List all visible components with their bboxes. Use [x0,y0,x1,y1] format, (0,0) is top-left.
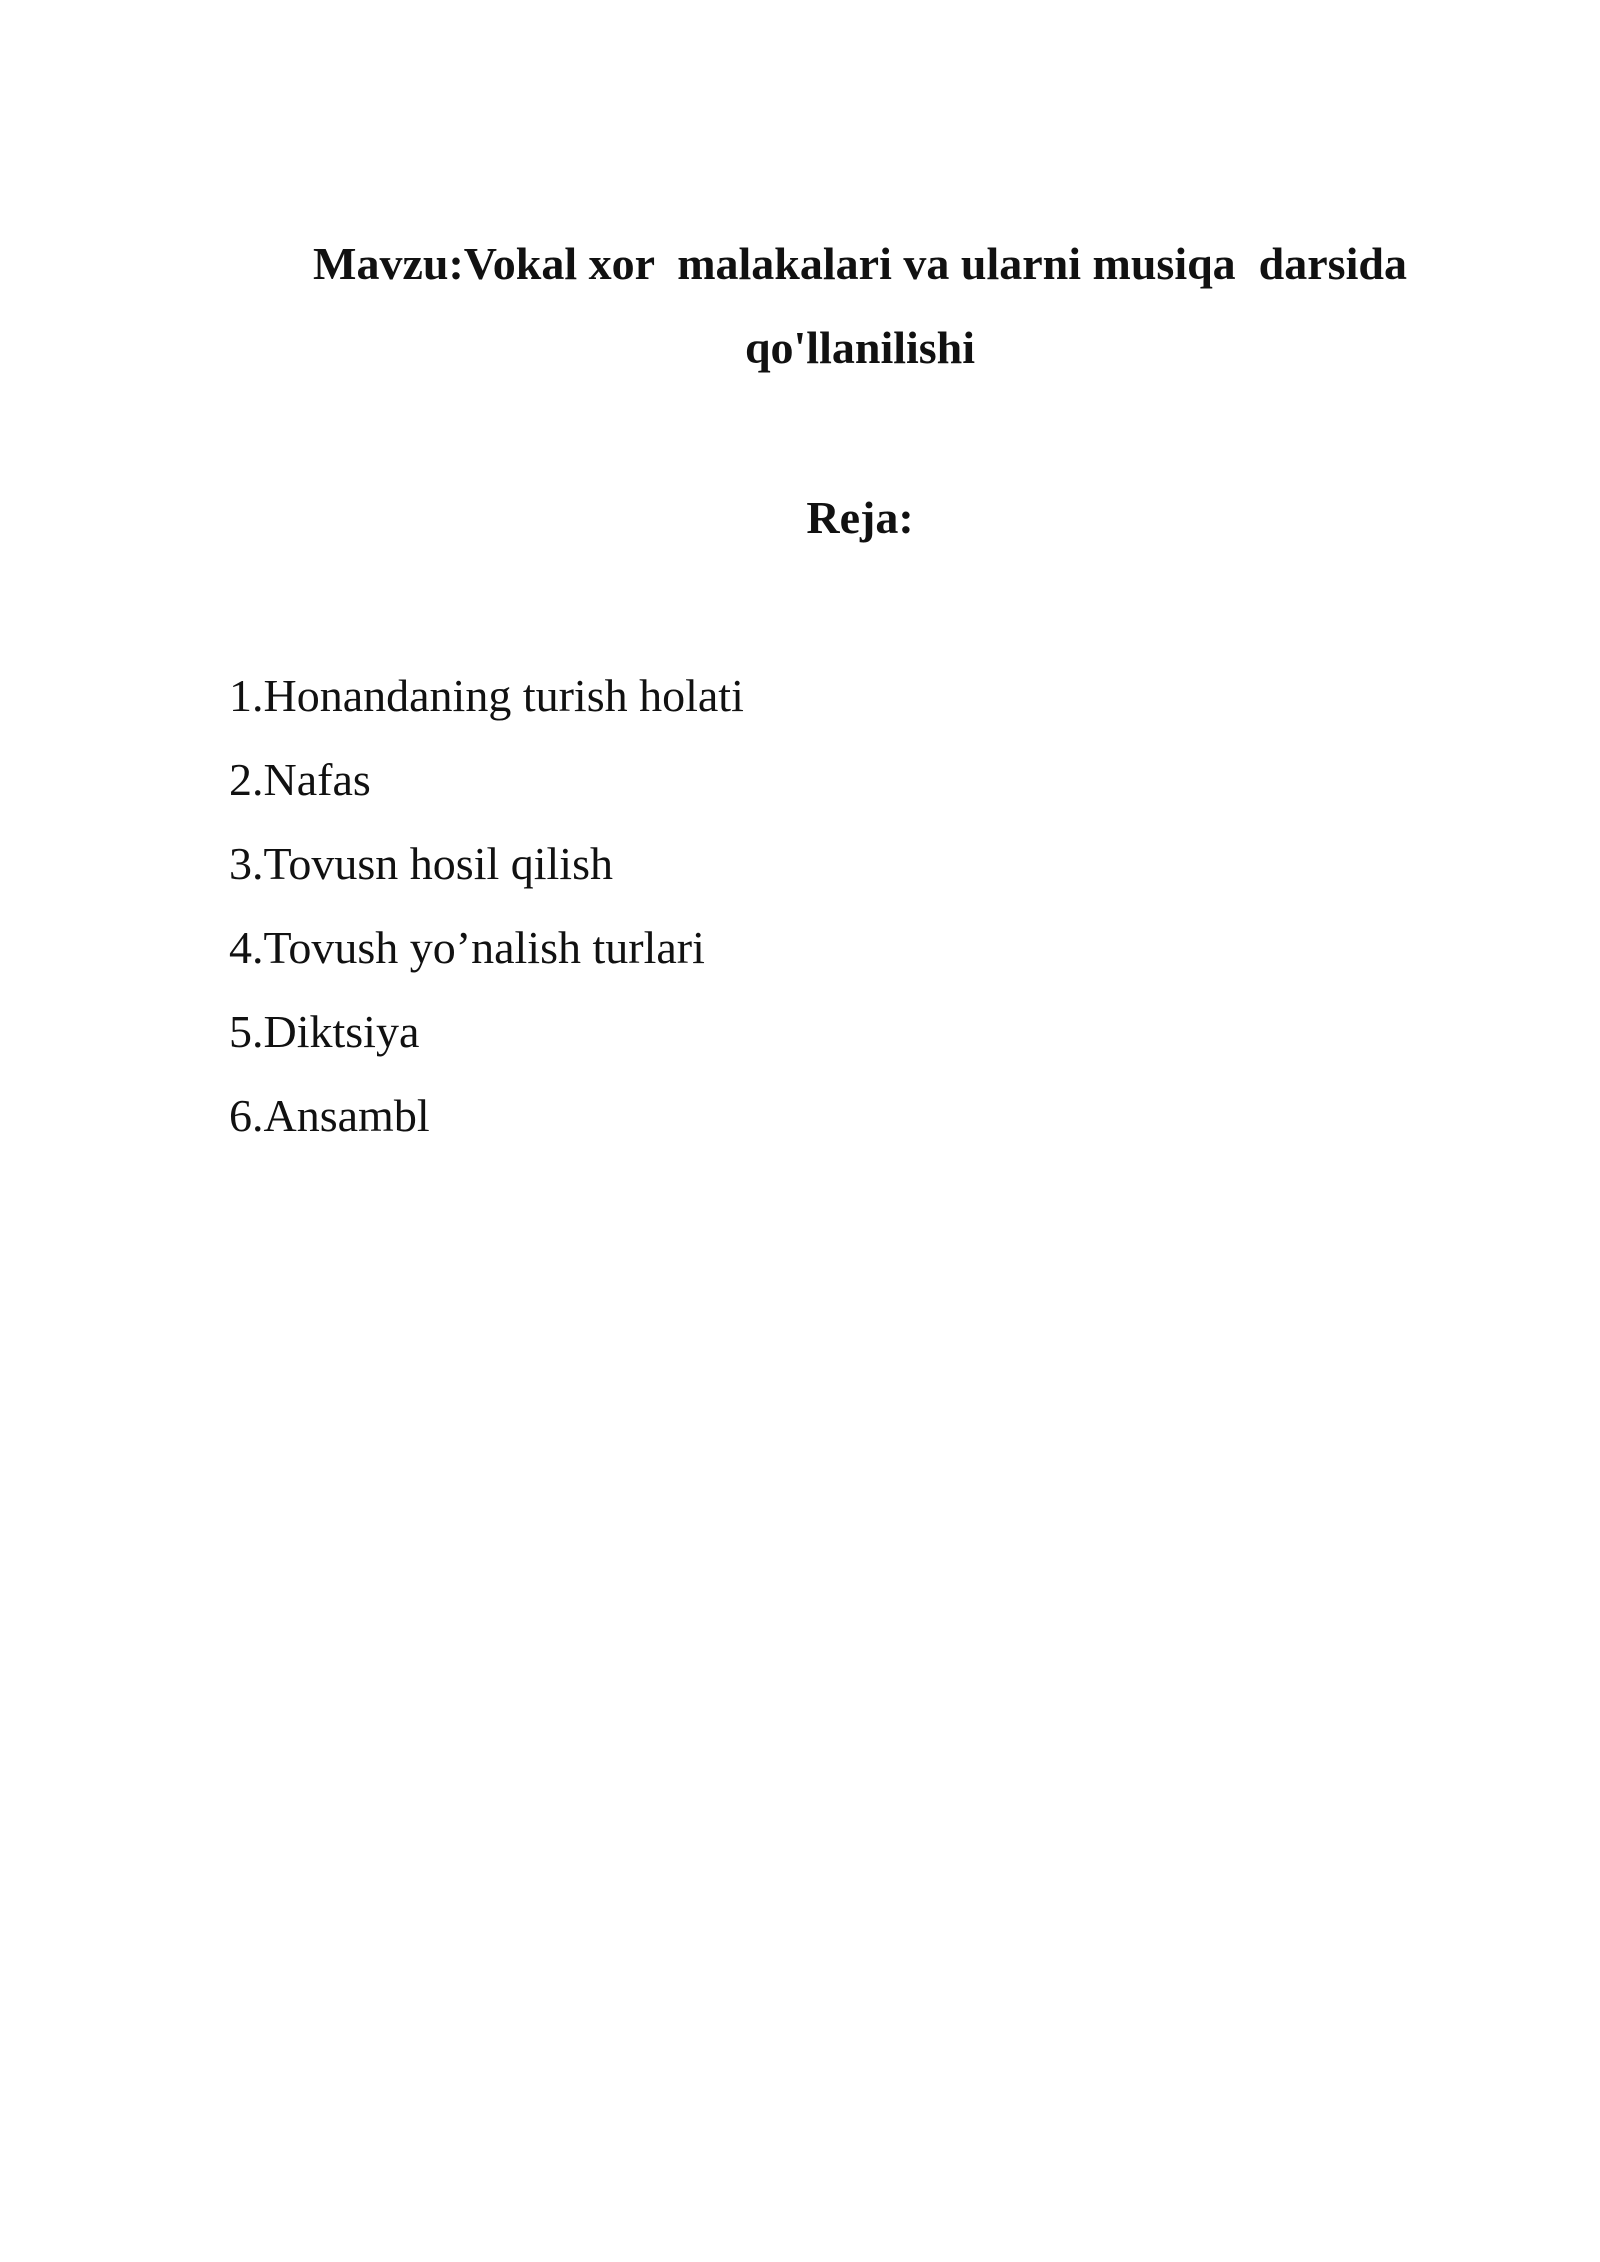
title-line-1: Mavzu:Vokal xor malakalari va ularni musiqa darsida [313,238,1407,289]
plan-list [229,654,744,1158]
plan-item-2: 2.Nafas [229,754,371,805]
plan-item-1: 1.Honandaning turish holati [229,670,744,721]
plan-item-4: 4.Tovush yo’nalish turlari [229,922,705,973]
title-line-2: qo'llanilishi [744,322,976,373]
plan-item-5: 5.Diktsiya [229,1006,420,1057]
page-title [230,222,1490,390]
plan-heading: Reja: [806,492,914,543]
plan-item-3: 3.Tovusn hosil qilish [229,838,613,889]
plan-item-6: 6.Ansambl [229,1090,430,1141]
